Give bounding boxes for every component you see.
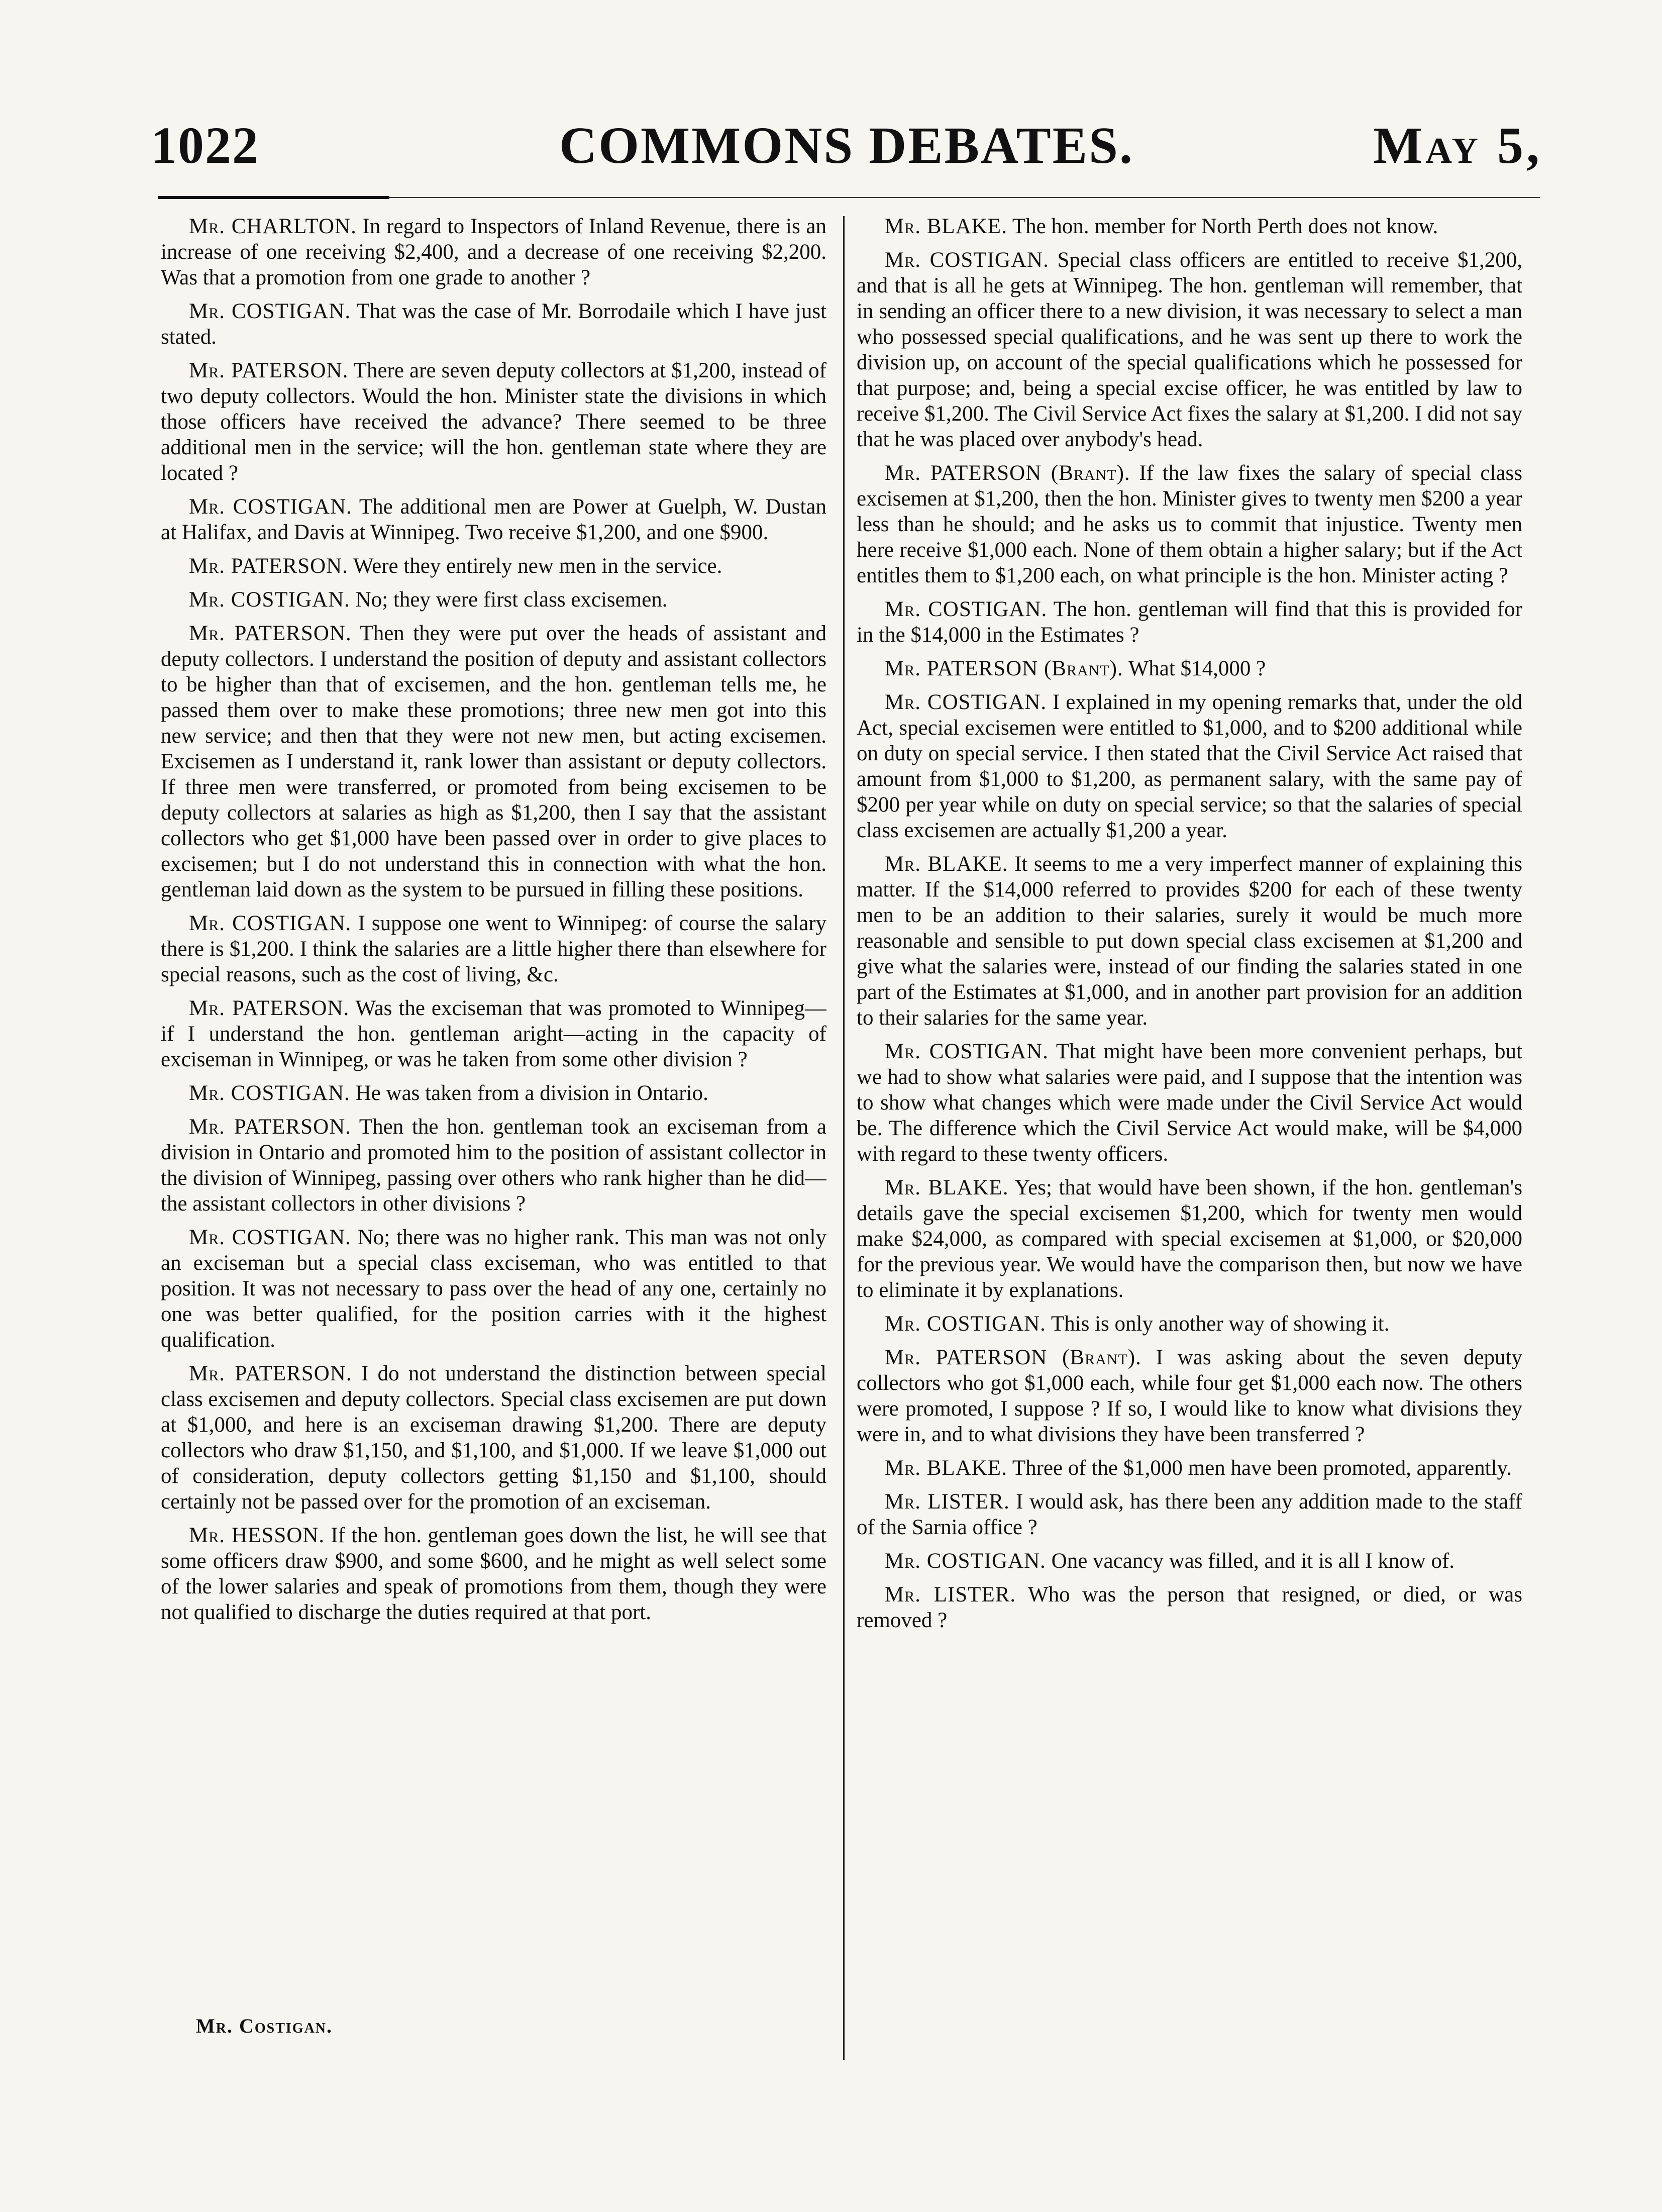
debate-paragraph: [857, 460, 1522, 588]
debate-paragraph: [161, 214, 826, 290]
debate-paragraph: [857, 1175, 1522, 1303]
speaker-name: Mr. BLAKE.: [885, 215, 1007, 238]
speech-text: Yes; that would have been shown, if the hon. gentleman's details gave the special excisemen $1,200, which for twenty men would make $24,000, as compared with special excisemen at $1,000, or $20,000 for the previous year. We would have the comparison then, but now we have to eliminate it by explanations.: [857, 1176, 1522, 1302]
left-column: [161, 214, 826, 2073]
speech-text: If the law fixes the salary of special class excisemen at $1,200, then the hon. Minister gives to twenty men $200 a year less than he should; and he asks us to commit that injustice. Twenty men here receive $1,000 each. None of them obtain a higher salary; but if the Act entitles them to $1,200 each, on what principle is the hon. Minister acting ?: [857, 461, 1522, 587]
footer-catchword: Mr. Costigan.: [196, 2015, 333, 2037]
speech-text: I explained in my opening remarks that, under the old Act, special excisemen were entitled to $1,000, and to $200 additional while on duty on special service. I then stated that the Civil Service Act raised that amount from $1,000 to $1,200, as permanent salary, with the same pay of $200 per year while on duty on special service; so that the salaries of special class excisemen are actually $1,200 a year.: [857, 690, 1522, 842]
debate-paragraph: [161, 298, 826, 350]
speech-text: That was the case of Mr. Borrodaile which I have just stated.: [161, 299, 826, 349]
speaker-name: Mr. LISTER.: [885, 1490, 1010, 1514]
speaker-name: Mr. COSTIGAN.: [885, 1312, 1046, 1336]
column-divider: [843, 216, 845, 2060]
speech-text: I do not understand the distinction between special class excisemen and deputy collectors. Special class excisemen are put down at $1,000, and here is an exciseman drawing $1,200. There are deputy collectors who draw $1,150, and $1,100, and $1,000. If we leave $1,000 out of consideration, deputy collectors getting $1,150 and $1,100, should certainly not be passed over for the promotion of an exciseman.: [161, 1362, 826, 1514]
page-header: [151, 116, 1542, 186]
debate-paragraph: [857, 596, 1522, 648]
debate-paragraph: [161, 1361, 826, 1515]
speaker-name: Mr. COSTIGAN.: [189, 299, 351, 323]
debate-paragraph: [857, 247, 1522, 452]
debate-paragraph: [857, 1489, 1522, 1540]
speech-text: I was asking about the seven deputy collectors who got $1,000 each, while four get $1,000 each now. The others were promoted, I suppose ? If so, I would like to know what divisions they were in, and to what divisions they have been transferred ?: [857, 1346, 1522, 1446]
speech-text: There are seven deputy collectors at $1,200, instead of two deputy collectors. Would the hon. Minister state the divisions in which those officers have received the advance? There seemed to be three additional men in the service; will the hon. gentleman state where they are located ?: [161, 359, 826, 485]
right-column: [857, 214, 1522, 2073]
debate-paragraph: [161, 358, 826, 486]
debate-paragraph: [161, 1225, 826, 1353]
speech-text: Three of the $1,000 men have been promoted, apparently.: [1012, 1456, 1512, 1480]
debate-paragraph: [161, 1080, 826, 1106]
debate-paragraph: [857, 1311, 1522, 1337]
debate-paragraph: [857, 1039, 1522, 1167]
speaker-name: Mr. COSTIGAN.: [885, 597, 1048, 621]
speaker-name: Mr. COSTIGAN.: [189, 1226, 351, 1249]
debate-paragraph: [857, 214, 1522, 239]
speech-text: Was the exciseman that was promoted to Winnipeg—if I understand the hon. gentleman aright—acting in the capacity of exciseman in Winnipeg, or was he taken from some other division ?: [161, 996, 826, 1071]
speaker-name: Mr. PATERSON.: [189, 996, 350, 1020]
speaker-name: Mr. COSTIGAN.: [885, 1549, 1046, 1573]
speech-text: Then the hon. gentleman took an exciseman from a division in Ontario and promoted him to the position of assistant collector in the division of Winnipeg, passing over others who rank higher than he did—the assistant collectors in other divisions ?: [161, 1115, 826, 1216]
speech-text: What $14,000 ?: [1128, 657, 1266, 680]
debate-paragraph: [857, 1345, 1522, 1447]
speaker-name: Mr. PATERSON (Brant).: [885, 1346, 1141, 1369]
debate-paragraph: [857, 851, 1522, 1031]
speech-text: Were they entirely new men in the service.: [353, 554, 722, 578]
speaker-name: Mr. PATERSON.: [189, 554, 348, 578]
debate-paragraph: [161, 911, 826, 987]
debate-paragraph: [161, 995, 826, 1072]
speech-text: This is only another way of showing it.: [1051, 1312, 1390, 1336]
speaker-name: Mr. COSTIGAN.: [885, 1040, 1049, 1063]
speaker-name: Mr. PATERSON (Brant).: [885, 657, 1123, 680]
speech-text: It seems to me a very imperfect manner of explaining this matter. If the $14,000 referred to provides $200 for each of these twenty men to be an addition to their salaries, surely it would be much more reasonable and sensible to put down special class excisemen at $1,200 and give what the salaries were, instead of our finding the salaries stated in one part of the Estimates at $1,000, and in another part provision for an addition to their salaries for the same year.: [857, 852, 1522, 1030]
speaker-name: Mr. PATERSON.: [189, 1362, 352, 1385]
speech-text: Who was the person that resigned, or died, or was removed ?: [857, 1583, 1522, 1632]
page-number: 1022: [151, 117, 259, 174]
debate-paragraph: [161, 1523, 826, 1625]
speech-text: I would ask, has there been any addition made to the staff of the Sarnia office ?: [857, 1490, 1522, 1539]
speaker-name: Mr. COSTIGAN.: [189, 495, 352, 519]
speaker-name: Mr. PATERSON.: [189, 359, 349, 382]
running-date: May 5,: [1373, 117, 1542, 174]
debate-paragraph: [161, 621, 826, 902]
speech-text: No; there was no higher rank. This man was not only an exciseman but a special class exciseman, who was entitled to that position. It was not necessary to pass over the head of any one, certainly no one was better qualified, for the position carries with it the highest qualification.: [161, 1226, 826, 1352]
header-rule-thick: [158, 196, 389, 199]
debate-paragraph: [857, 656, 1522, 681]
debate-paragraph: [161, 587, 826, 613]
header-rule-thin: [389, 197, 1540, 198]
speech-text: If the hon. gentleman goes down the list, he will see that some officers draw $900, and some $600, and he might as well select some of the lower salaries and speak of promotions from them, though they were not qualified to discharge the duties required at that port.: [161, 1524, 826, 1624]
speaker-name: Mr. COSTIGAN.: [189, 912, 352, 935]
debate-paragraph: [857, 1455, 1522, 1481]
speech-text: The hon. gentleman will find that this is provided for in the $14,000 in the Estimates ?: [857, 597, 1522, 647]
speaker-name: Mr. HESSON.: [189, 1524, 325, 1547]
speaker-name: Mr. COSTIGAN.: [885, 248, 1049, 272]
running-title: COMMONS DEBATES.: [559, 117, 1134, 174]
debate-paragraph: [857, 689, 1522, 843]
debate-paragraph: [161, 494, 826, 545]
debate-paragraph: [161, 1114, 826, 1217]
debate-paragraph: [857, 1548, 1522, 1574]
speaker-name: Mr. PATERSON.: [189, 1115, 351, 1139]
speaker-name: Mr. CHARLTON.: [189, 215, 357, 238]
speech-text: That might have been more convenient perhaps, but we had to show what salaries were paid, and I suppose that the intention was to show what changes which were made under the Civil Service Act would be. The difference which the Civil Service Act would make, will be $4,000 with regard to these twenty officers.: [857, 1040, 1522, 1166]
speech-text: Then they were put over the heads of assistant and deputy collectors. I understand the position of deputy and assistant collectors to be higher than that of excisemen, and the hon. gentleman tells me, he passed them over to make these promotions; three new men got into this new service; and then that they were not new men, but acting excisemen. Excisemen as I understand it, rank lower than assistant or deputy collectors. If three men were transferred, or promoted from being excisemen to be deputy collectors at salaries as high as $1,200, then I say that the assistant collectors who get $1,000 have been passed over in order to give places to excisemen; but I do not understand this in connection with what the hon. gentleman laid down as the system to be pursued in filling these positions.: [161, 622, 826, 901]
speaker-name: Mr. PATERSON.: [189, 622, 352, 645]
debate-paragraph: [857, 1582, 1522, 1633]
speaker-name: Mr. COSTIGAN.: [189, 588, 350, 612]
speech-text: The hon. member for North Perth does not know.: [1012, 215, 1438, 238]
speaker-name: Mr. LISTER.: [885, 1583, 1016, 1606]
speaker-name: Mr. COSTIGAN.: [885, 690, 1047, 714]
speech-text: He was taken from a division in Ontario.: [355, 1081, 708, 1105]
speaker-name: Mr. COSTIGAN.: [189, 1081, 350, 1105]
speaker-name: Mr. PATERSON (Brant).: [885, 461, 1130, 485]
speech-text: In regard to Inspectors of Inland Revenue, there is an increase of one receiving $2,400, and a decrease of one receiving $2,200. Was that a promotion from one grade to another ?: [161, 215, 826, 289]
speech-text: No; they were first class excisemen.: [355, 588, 668, 612]
speaker-name: Mr. BLAKE.: [885, 852, 1008, 876]
debate-paragraph: [161, 553, 826, 579]
speech-text: The additional men are Power at Guelph, W. Dustan at Halifax, and Davis at Winnipeg. Two receive $1,200, and one $900.: [161, 495, 826, 544]
speech-text: I suppose one went to Winnipeg: of course the salary there is $1,200. I think the salaries are a little higher there than elsewhere for special reasons, such as the cost of living, &c.: [161, 912, 826, 986]
speaker-name: Mr. BLAKE.: [885, 1456, 1007, 1480]
speech-text: One vacancy was filled, and it is all I know of.: [1051, 1549, 1455, 1573]
speaker-name: Mr. BLAKE.: [885, 1176, 1009, 1199]
speech-text: Special class officers are entitled to receive $1,200, and that is all he gets at Winnipeg. The hon. gentleman will remember, that in sending an officer there to a new division, it was necessary to select a man who possessed special qualifications, and he was sent up there to work the division up, on account of the special qualifications which he possessed for that purpose; and, being a special excise officer, he was entitled by law to receive $1,200. The Civil Service Act fixes the salary at $1,200. I did not say that he was placed over anybody's head.: [857, 248, 1522, 451]
